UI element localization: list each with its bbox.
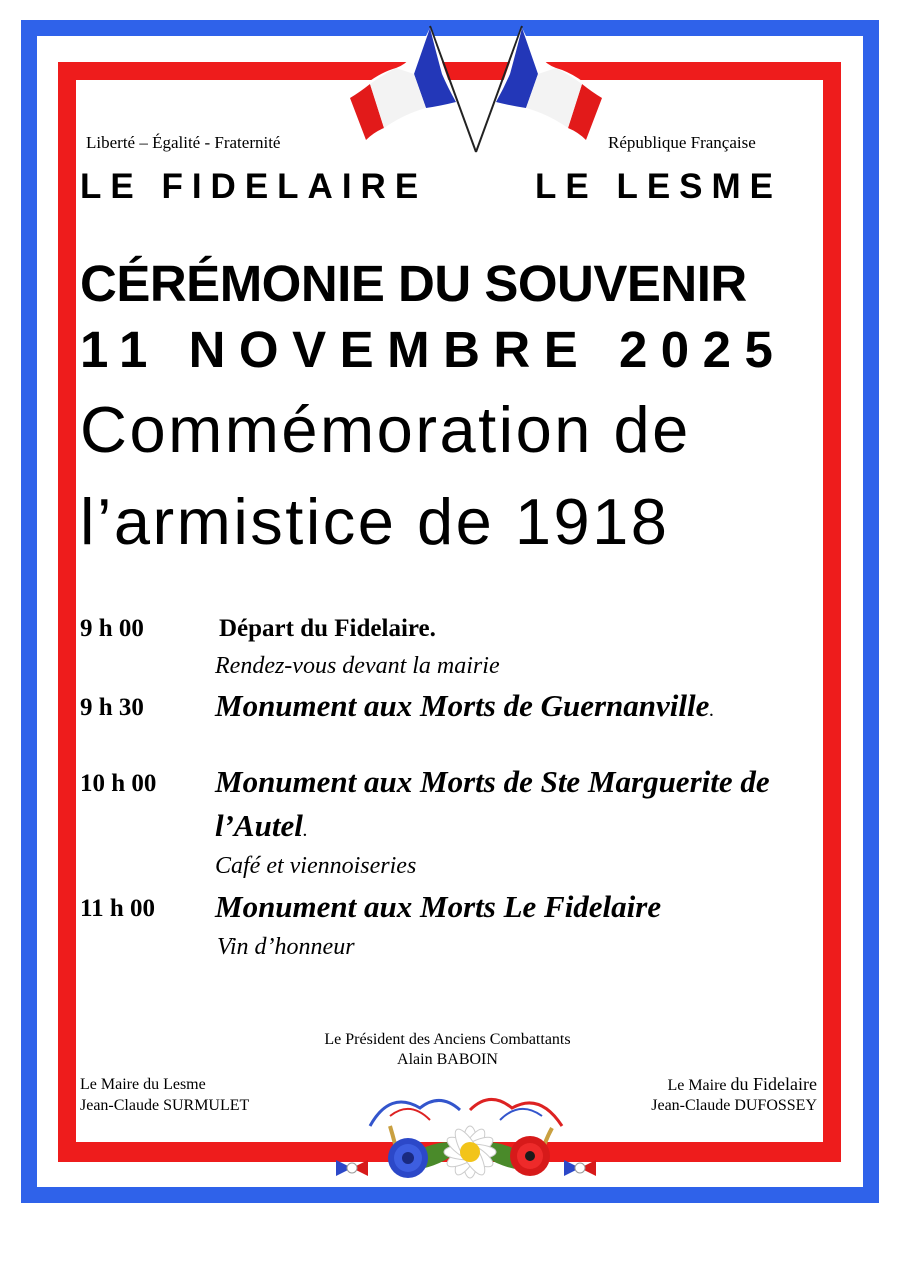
schedule-note: Rendez-vous devant la mairie bbox=[215, 653, 500, 679]
schedule-note: Vin d’honneur bbox=[217, 934, 355, 960]
schedule-time: 11 h 00 bbox=[80, 895, 156, 922]
commune-left: LE FIDELAIRE bbox=[80, 167, 428, 206]
motto: Liberté – Égalité - Fraternité bbox=[86, 133, 281, 152]
mayor-lesme-title: Le Maire du Lesme bbox=[80, 1076, 206, 1093]
schedule-event: Monument aux Morts de Ste Marguerite de bbox=[215, 764, 770, 799]
ceremony-date: 11 NOVEMBRE 2025 bbox=[80, 321, 787, 378]
schedule-event-continued: l’Autel. bbox=[215, 808, 308, 843]
ceremony-title: CÉRÉMONIE DU SOUVENIR bbox=[80, 255, 747, 312]
schedule-time: 9 h 30 bbox=[80, 694, 144, 721]
president-title: Le Président des Anciens Combattants bbox=[324, 1031, 571, 1048]
schedule-time: 9 h 00 bbox=[80, 615, 144, 642]
schedule-event: Monument aux Morts de Guernanville. bbox=[215, 688, 715, 723]
schedule-event: Départ du Fidelaire. bbox=[219, 615, 436, 642]
commemoration-line1: Commémoration de bbox=[80, 393, 691, 466]
mayor-lesme-name: Jean-Claude SURMULET bbox=[80, 1097, 250, 1114]
commemoration-line2: l’armistice de 1918 bbox=[80, 485, 670, 558]
schedule-time: 10 h 00 bbox=[80, 770, 157, 797]
schedule-event: Monument aux Morts Le Fidelaire bbox=[215, 889, 662, 924]
french-flag-icon bbox=[344, 22, 608, 157]
flower-bouquet-icon bbox=[330, 1086, 602, 1196]
mayor-fidelaire-title: Le Maire du Fidelaire bbox=[667, 1074, 817, 1094]
president-name: Alain BABOIN bbox=[397, 1051, 498, 1068]
schedule-note: Café et viennoiseries bbox=[215, 853, 417, 879]
mayor-fidelaire-name: Jean-Claude DUFOSSEY bbox=[651, 1097, 817, 1114]
commune-right: LE LESME bbox=[535, 167, 783, 206]
poster-panel bbox=[76, 80, 823, 1142]
republic-label: République Française bbox=[608, 133, 756, 152]
